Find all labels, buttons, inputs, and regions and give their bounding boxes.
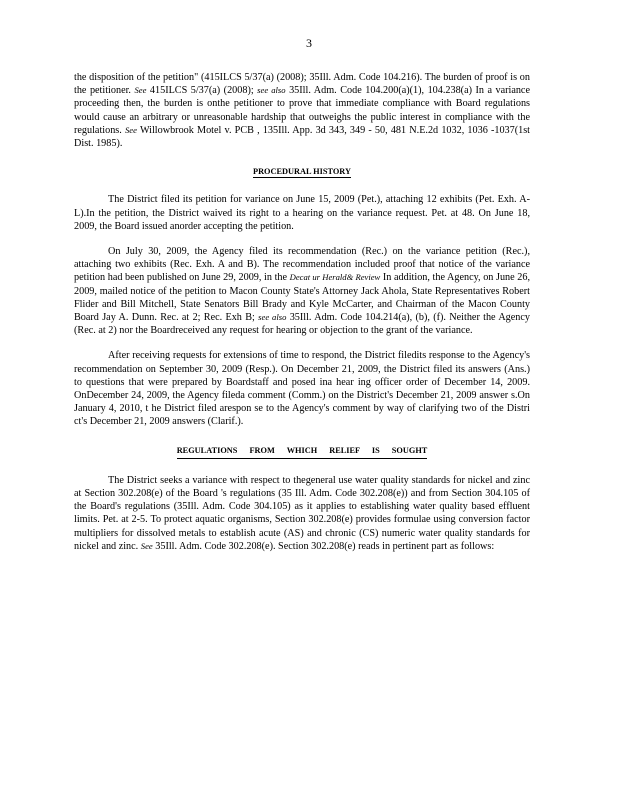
text: Willowbrook Motel v. PCB , 135Ill. App. 3d 343, 349 - 50, 481 N.E.2d 1032, 1036 -1037(1st Dist. 1985). [74, 124, 530, 150]
paragraph-petition-filing: The District filed its petition for variance on June 15, 2009 (Pet.), attaching 12 exhibits (Pet. Exh. A-L).In the petition, the District waived its right to a hearing on the variance request. Pet. at 48. On June 18, 2009, the Board issued anorder accepting the petition. [74, 194, 530, 232]
page-number: 3 [306, 36, 312, 50]
citation-signal: See [134, 85, 147, 96]
document-body [74, 71, 530, 553]
section-heading-procedural-history: PROCEDURAL HISTORY [253, 167, 351, 177]
text: The District seeks a variance with respect to thegeneral use water quality standards for nickel and zinc at Section 302.208(e) of the Board 's regulations (35 Ill. Adm. Code 302.208(e)) and from Section 304.105 of the Board's regulations (35Ill. Adm. Code 304.105) as it applies to establishing water quality based effluent limits. Pet. at 2-5. To protect aquatic organisms, Section 302.208(e) provides formulae using conversion factor multipliers for dissolved metals to establish acute (AS) and chronic (CS) numeric water quality standards for nickel and zinc. [74, 474, 530, 552]
text: 35Ill. Adm. Code 104.214(a), (b), (f). Neither the Agency (Rec. at 2) nor the Boardreceived any request for hearing or objection to the grant of the variance. [74, 312, 531, 337]
section-heading-regulations: REGULATIONS FROM WHICH RELIEF IS SOUGHT [74, 444, 530, 459]
paragraph-agency-recommendation [74, 245, 530, 337]
text: the disposition of the petition" (415ILCS 5/37(a) (2008); 35Ill. Adm. Code 104.216). The burden of proof is on the petitioner. [74, 72, 530, 97]
citation-signal: see also [257, 85, 286, 96]
paragraph-burden-of-proof [74, 71, 530, 150]
newspaper-name: Decat ur Herald& Review [289, 272, 381, 283]
citation-signal: See [125, 124, 137, 135]
text: 415ILCS 5/37(a) (2008); [149, 85, 254, 97]
text: In addition, the Agency, on June 26, 2009, mailed notice of the petition to Macon County State's Attorney Jack Ahola, State Representatives Robert Flider and Bill Mitchell, State Senators Bill Brady and Kyle McCarter, and Chairman of the Macon County Board Jay A. Dunn. Rec. at 2; Rec. Exh B; [74, 272, 531, 324]
citation-signal: See [140, 540, 153, 551]
text: 35Ill. Adm. Code 302.208(e). Section 302.208(e) reads in pertinent part as follows: [155, 540, 495, 552]
paragraph-responses: After receiving requests for extensions of time to respond, the District filedits response to the Agency's recommendation on September 30, 2009 (Resp.). On December 21, 2009, the District filed its answers (Ans.) to questions that were prepared by Boardstaff and posed ina hear ing officer order of December 14, 2009. OnDecember 24, 2009, the Agency fileda comment (Comm.) on the District's December 21, 2009 answer s.On January 4, 2010, t he District filed arespon se to the Agency's comment by way of clarifying two of the Distri ct's December 21, 2009 answers (Clarif.). [74, 350, 530, 428]
text: 35Ill. Adm. Code 104.200(a)(1), 104.238(a) In a variance proceeding then, the burden is onthe petitioner to prove that immediate compliance with Board regulations would cause an arbitrary or unreasonable hardship that outweighs the public interest in compliance with the regulations. [74, 85, 530, 136]
paragraph-regulations-sought [74, 474, 530, 553]
citation-signal: see also [258, 312, 287, 323]
text: On July 30, 2009, the Agency filed its recommendation (Rec.) on the variance petition (Rec.), attaching two exhibits (Rec. Exh. A and B). The recommendation included proof that notice of the variance petition had been published on June 29, 2009, in the [74, 246, 530, 284]
